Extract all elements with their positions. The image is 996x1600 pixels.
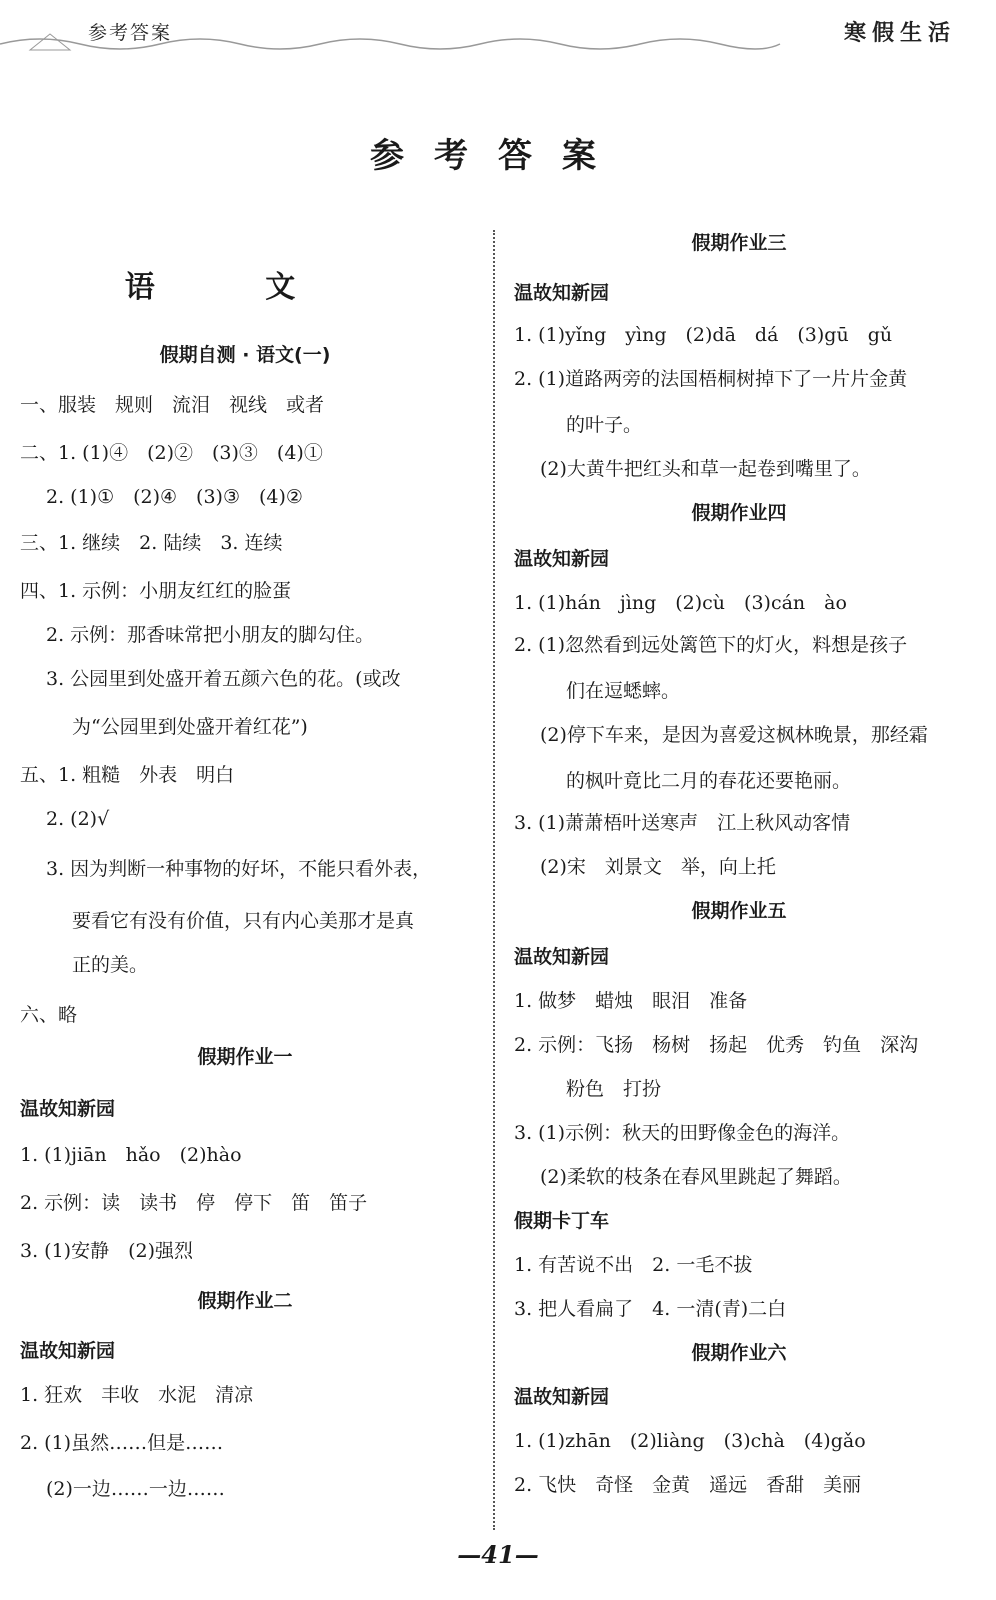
section-heading: 温故知新园 [514, 1386, 610, 1408]
answer-line: 粉色 打扮 [566, 1078, 662, 1100]
section-heading: 假期作业一 [197, 1046, 293, 1068]
answer-line: 四、1. 示例：小朋友红红的脸蛋 [20, 580, 292, 602]
answer-line: 2. (1)① (2)④ (3)③ (4)② [46, 486, 303, 508]
answer-line: 2. (1)虽然……但是…… [20, 1432, 224, 1454]
answer-line: (2)宋 刘景文 举，向上托 [540, 856, 776, 878]
page-number: —41— [457, 1540, 539, 1569]
section-heading: 假期作业二 [197, 1290, 293, 1312]
answer-line: (2)柔软的枝条在春风里跳起了舞蹈。 [540, 1166, 852, 1188]
section-heading: 假期作业五 [691, 900, 787, 922]
answer-line: 的枫叶竟比二月的春花还要艳丽。 [566, 770, 852, 792]
answer-line: 1. 有苦说不出 2. 一毛不拔 [514, 1254, 753, 1276]
answer-line: (2)大黄牛把红头和草一起卷到嘴里了。 [540, 458, 871, 480]
answer-line: 正的美。 [72, 954, 149, 976]
section-heading: 假期卡丁车 [514, 1210, 610, 1232]
answer-line: 为“公园里到处盛开着红花”) [72, 716, 308, 738]
answer-line: 的叶子。 [566, 414, 643, 436]
answer-line: 要看它有没有价值，只有内心美那才是真 [72, 910, 415, 932]
section-heading: 假期作业六 [691, 1342, 787, 1364]
answer-line: 3. (1)安静 (2)强烈 [20, 1240, 193, 1262]
section-heading: 温故知新园 [514, 946, 610, 968]
section-heading: 假期作业三 [691, 232, 787, 254]
section-heading: 假期作业四 [691, 502, 787, 524]
header-left-label: 参考答案 [88, 22, 173, 44]
section-heading: 温故知新园 [514, 548, 610, 570]
section-heading: 温故知新园 [20, 1340, 116, 1362]
header-right-label: 寒假生活 [843, 20, 956, 46]
answer-line: 2. (1)道路两旁的法国梧桐树掉下了一片片金黄 [514, 368, 908, 390]
answer-line: 2. 示例：读 读书 停 停下 笛 笛子 [20, 1192, 368, 1214]
answer-line: 2. 示例：那香味常把小朋友的脚勾住。 [46, 624, 375, 646]
answer-line: 1. (1)yǐng yìng (2)dā dá (3)gū gǔ [514, 324, 893, 346]
section-heading: 温故知新园 [514, 282, 610, 304]
section-heading: 假期自测 · 语文(一) [159, 344, 331, 366]
answer-line: 3. (1)萧萧梧叶送寒声 江上秋风动客情 [514, 812, 851, 834]
answer-line: 1. 狂欢 丰收 水泥 清凉 [20, 1384, 254, 1406]
answer-line: 五、1. 粗糙 外表 明白 [20, 764, 235, 786]
section-heading: 温故知新园 [20, 1098, 116, 1120]
answer-line: 1. (1)hán jìng (2)cù (3)cán ào [514, 592, 847, 614]
answer-line: 二、1. (1)④ (2)② (3)③ (4)① [20, 442, 323, 464]
subject-heading: 语 文 [124, 270, 346, 305]
column-divider [493, 230, 495, 1530]
answer-line: 六、略 [20, 1004, 78, 1026]
answer-line: 2. (1)忽然看到远处篱笆下的灯火，料想是孩子 [514, 634, 908, 656]
answer-line: 三、1. 继续 2. 陆续 3. 连续 [20, 532, 283, 554]
answer-line: 3. (1)示例：秋天的田野像金色的海洋。 [514, 1122, 851, 1144]
answer-line: (2)停下车来，是因为喜爱这枫林晚景，那经霜 [540, 724, 928, 746]
header-wave-decoration [0, 30, 996, 54]
answer-line: 一、服装 规则 流泪 视线 或者 [20, 394, 325, 416]
answer-line: 2. (2)√ [46, 808, 110, 830]
answer-line: 们在逗蟋蟀。 [566, 680, 681, 702]
answer-line: (2)一边……一边…… [46, 1478, 225, 1500]
page-title: 参考答案 [370, 136, 626, 176]
answer-line: 1. (1)jiān hǎo (2)hào [20, 1144, 242, 1166]
answer-line: 2. 示例：飞扬 杨树 扬起 优秀 钓鱼 深沟 [514, 1034, 919, 1056]
answer-line: 1. 做梦 蜡烛 眼泪 准备 [514, 990, 748, 1012]
answer-line: 1. (1)zhān (2)liàng (3)chà (4)gǎo [514, 1430, 866, 1452]
answer-line: 3. 因为判断一种事物的好坏，不能只看外表， [46, 858, 432, 880]
answer-line: 3. 公园里到处盛开着五颜六色的花。(或改 [46, 668, 401, 690]
answer-line: 2. 飞快 奇怪 金黄 遥远 香甜 美丽 [514, 1474, 862, 1496]
answer-line: 3. 把人看扁了 4. 一清(青)二白 [514, 1298, 787, 1320]
